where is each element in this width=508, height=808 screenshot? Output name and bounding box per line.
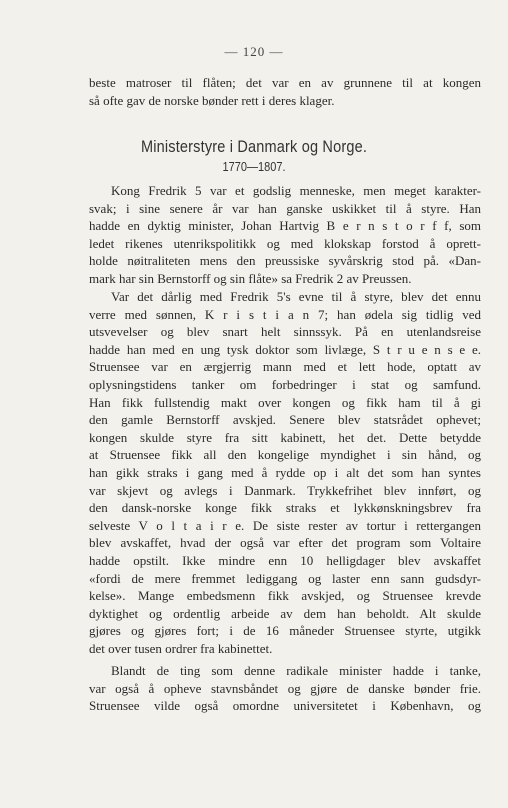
section-heading: Ministerstyre i Danmark og Norge.: [140, 138, 368, 156]
text-line: svak; i sine senere år var han ganske uskikket til å styre. Han: [89, 200, 481, 216]
text-line: selveste V o l t a i r e. De siste rester av tortur i rettergangen: [89, 517, 481, 533]
text-line: hadde en dyktig minister, Johan Hartvig B e r n s t o r f f, som: [89, 218, 481, 234]
text-line: det over tusen ordrer fra kabinettet.: [89, 640, 273, 656]
paragraph-1: [89, 182, 481, 288]
text-line: så ofte gav de norske bønder rett i deres klager.: [89, 92, 335, 108]
text-line: den gamle Bernstorff avskjed. Senere blev statsrådet ophevet;: [89, 412, 481, 428]
text-line: holde nøitraliteten mens den preussiske syvårskrig stod på. «Dan-: [89, 253, 481, 269]
text-line: at Struensee fikk all den kongelige myndighet i sin hånd, og: [89, 447, 481, 463]
text-line: kelse». Mange embedsmenn fikk avskjed, og Struensee krevde: [89, 588, 481, 604]
intro-text: [89, 74, 481, 109]
text-line: Han fikk fullstendig makt over kongen og fikk ham til å gi: [89, 394, 481, 410]
text-line: oplysningstidens tanker om forbedringer i stat og samfund.: [89, 376, 481, 392]
text-line: var skjevt og avlegs i Danmark. Trykkefrihet blev innført, og: [89, 482, 481, 498]
text-line: Var det dårlig med Fredrik 5's evne til å styre, blev det ennu: [111, 289, 481, 304]
text-line: Kong Fredrik 5 var et godslig menneske, men meget karakter-: [111, 183, 481, 198]
paragraph-2: [89, 288, 481, 657]
text-line: dyktighet og ordentlig arbeide av dem han beholdt. Alt skulde: [89, 605, 481, 621]
text-line: Struensee vilde også omordne universitetet i København, og: [89, 698, 481, 714]
text-line: kongen skulde styre fra sitt kabinett, het det. Dette betydde: [89, 429, 481, 445]
paragraph-3: [89, 662, 481, 715]
text-line: «fordi de mere fremmet lediggang og laster enn sann gudsdyr-: [89, 570, 481, 586]
text-line: var også å opheve stavnsbåndet og gjøre de danske bønder frie.: [89, 680, 481, 696]
text-line: hadde opstilt. Ikke mindre enn 10 helligdager blev avskaffet: [89, 552, 481, 568]
text-line: hadde han med en ung tysk doktor som livlæge, S t r u e n s e e.: [89, 341, 481, 357]
text-line: verre med sønnen, K r i s t i a n 7; han ødela sig tidlig ved: [89, 306, 481, 322]
text-line: beste matroser til flåten; det var en av grunnene til at kongen: [89, 75, 481, 90]
text-line: mark har sin Bernstorff og sin flåte» sa Fredrik 2 av Preussen.: [89, 270, 412, 286]
text-line: han gikk straks i gang med å rydde op i alt det som han syntes: [89, 464, 481, 480]
page-number: — 120 —: [224, 44, 284, 59]
section-subheading: 1770—1807.: [222, 160, 286, 174]
text-line: Struensee var en ærgjerrig mann med et lett hode, optatt av: [89, 359, 481, 375]
text-line: utsvevelser og blev snart helt sinnssyk. På en utenlandsreise: [89, 324, 481, 340]
text-line: den dansk-norske konge fikk straks et lykkønskningsbrev fra: [89, 500, 481, 516]
text-line: gjøres og gjøres fort; i de 16 måneder Struensee styrte, utgikk: [89, 623, 481, 639]
text-line: blev avskaffet, hvad der også var efter det program som Voltaire: [89, 535, 481, 551]
text-line: Blandt de ting som denne radikale minister hadde i tanke,: [111, 663, 481, 678]
text-line: ledet rikenes utenrikspolitikk og med klokskap forstod å oprett-: [89, 235, 481, 251]
